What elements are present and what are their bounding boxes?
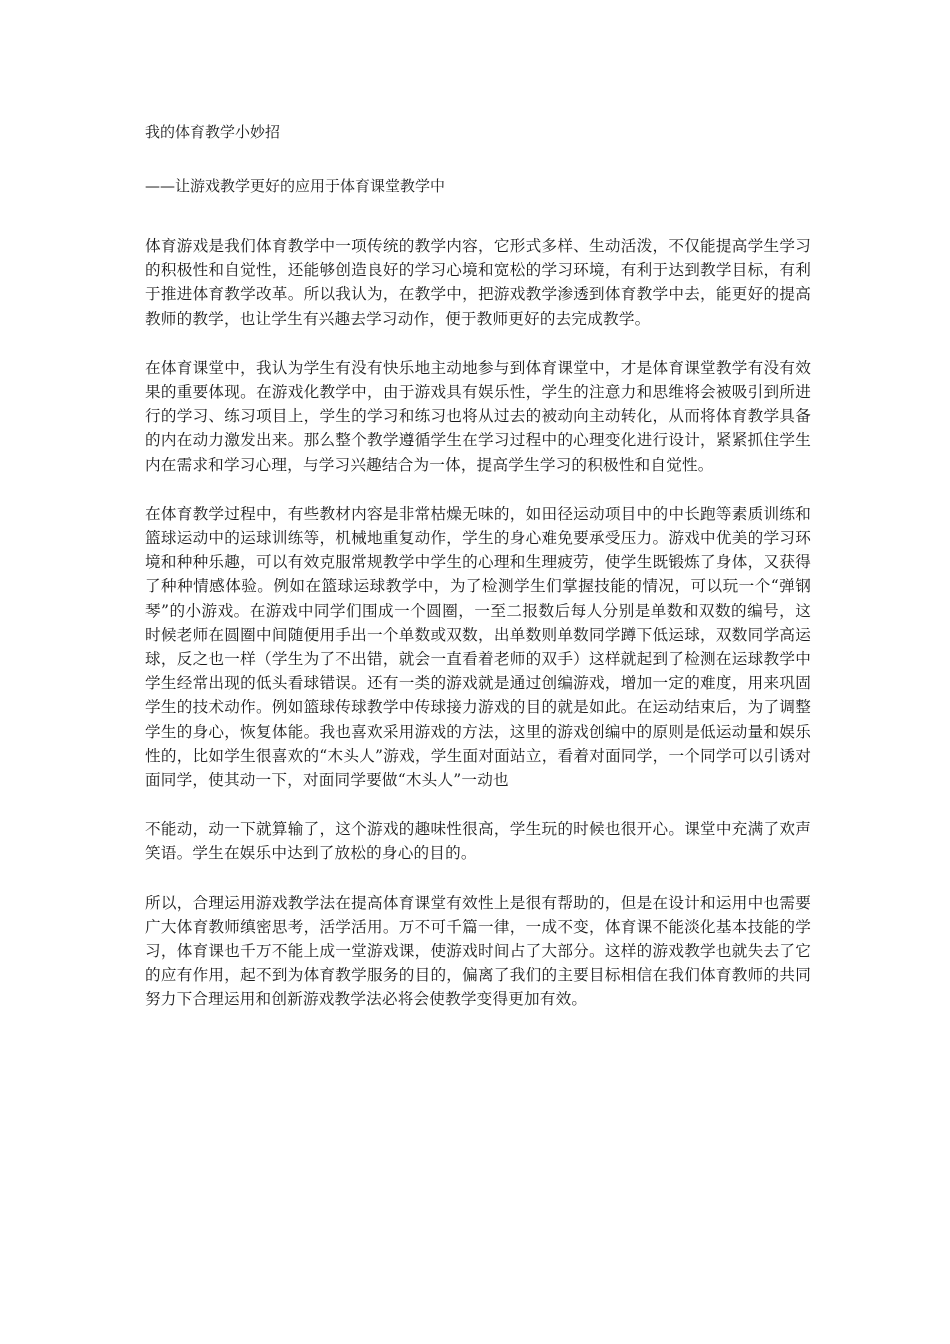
paragraph-examples: 在体育教学过程中，有些教材内容是非常枯燥无味的，如田径运动项目中的中长跑等素质训练和篮球运动中的运球训练等，机械地重复动作，学生的身心难免要承受压力。游戏中优美的学习环境和种种乐趣，可以有效克服常规教学中学生的心理和生理疲劳，使学生既锻炼了身体，又获得了种种情感体验。例如在篮球运球教学中，为了检测学生们掌握技能的情况，可以玩一个“弹钢琴”的小游戏。在游戏中同学们围成一个圆圈，一至二报数后每人分别是单数和双数的编号，这时候老师在圆圈中间随便用手出一个单数或双数，出单数则单数同学蹲下低运球，双数同学高运球，反之也一样（学生为了不出错，就会一直看着老师的双手）这样就起到了检测在运球教学中学生经常出现的低头看球错误。还有一类的游戏就是通过创编游戏，增加一定的难度，用来巩固学生的技术动作。例如篮球传球教学中传球接力游戏的目的就是如此。在运动结束后，为了调整学生的身心，恢复体能。我也喜欢采用游戏的方法，这里的游戏创编中的原则是低运动量和娱乐性的，比如学生很喜欢的“木头人”游戏，学生面对面站立，看着对面同学，一个同学可以引诱对面同学，使其动一下，对面同学要做“木头人”一动也: [145, 504, 811, 790]
paragraph-continuation: 不能动，动一下就算输了，这个游戏的趣味性很高，学生玩的时候也很开心。课堂中充满了欢声笑语。学生在娱乐中达到了放松的身心的目的。: [145, 820, 811, 863]
document-page: [145, 120, 811, 1012]
paragraph-intro: 体育游戏是我们体育教学中一项传统的教学内容，它形式多样、生动活泼，不仅能提高学生学习的积极性和自觉性，还能够创造良好的学习心境和宽松的学习环境，有利于达到教学目标，有利于推进体育教学改革。所以我认为，在教学中，把游戏教学渗透到体育教学中去，能更好的提高教师的教学，也让学生有兴趣去学习动作，便于教师更好的去完成教学。: [145, 237, 811, 328]
document-subtitle: ——让游戏教学更好的应用于体育课堂教学中: [145, 177, 446, 195]
document-title: 我的体育教学小妙招: [145, 123, 281, 141]
paragraph-conclusion: 所以，合理运用游戏教学法在提高体育课堂有效性上是很有帮助的，但是在设计和运用中也需要广大体育教师缜密思考，活学活用。万不可千篇一律，一成不变，体育课不能淡化基本技能的学习，体育课也千万不能上成一堂游戏课，使游戏时间占了大部分。这样的游戏教学也就失去了它的应有作用，起不到为体育教学服务的目的，偏离了我们的主要目标相信在我们体育教师的共同努力下合理运用和创新游戏教学法必将会使教学变得更加有效。: [145, 893, 811, 1009]
paragraph-classroom: 在体育课堂中，我认为学生有没有快乐地主动地参与到体育课堂中，才是体育课堂教学有没有效果的重要体现。在游戏化教学中，由于游戏具有娱乐性，学生的注意力和思维将会被吸引到所进行的学习、练习项目上，学生的学习和练习也将从过去的被动向主动转化，从而将体育教学具备的内在动力激发出来。那么整个教学遵循学生在学习过程中的心理变化进行设计，紧紧抓住学生内在需求和学习心理，与学习兴趣结合为一体，提高学生学习的积极性和自觉性。: [145, 358, 811, 474]
